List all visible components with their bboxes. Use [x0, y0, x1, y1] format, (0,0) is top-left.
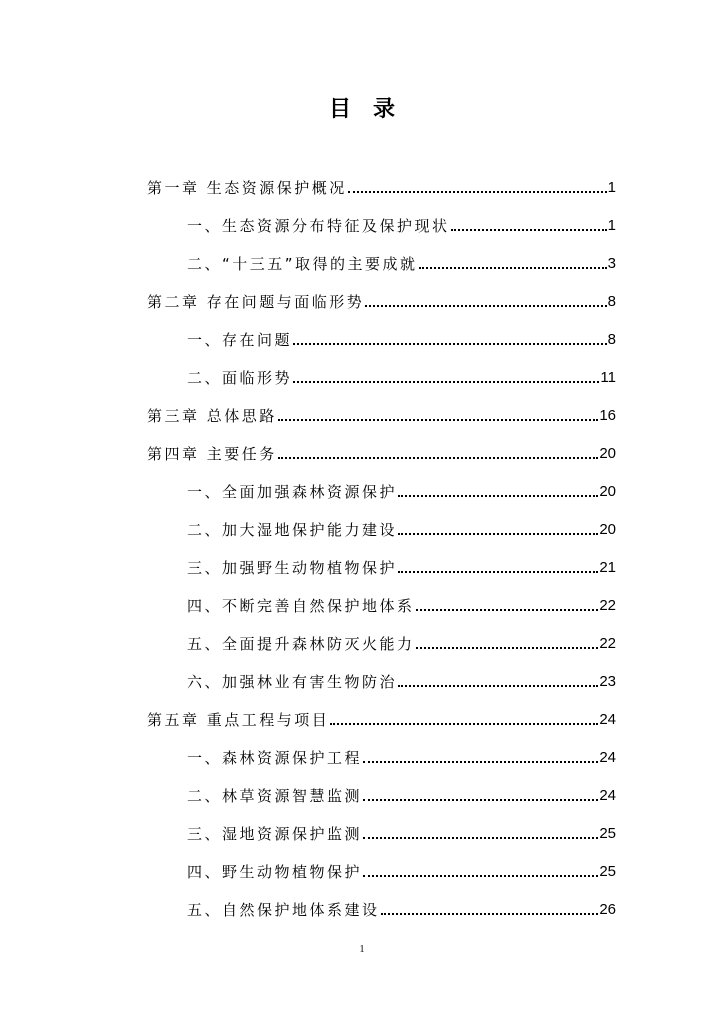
- toc-section-entry[interactable]: [147, 358, 616, 396]
- toc-entry-page-number: 22: [599, 596, 616, 614]
- toc-entry-page-number: 22: [599, 634, 616, 652]
- toc-entry-label: 第三章 总体思路: [147, 406, 277, 425]
- toc-entry-label: 四、不断完善自然保护地体系: [187, 596, 415, 615]
- toc-dot-leader: [330, 723, 598, 725]
- toc-dot-leader: [398, 495, 598, 497]
- toc-entry-page-number: 26: [599, 900, 616, 918]
- toc-dot-leader: [398, 685, 598, 687]
- toc-entry-label: 二、加大湿地保护能力建设: [187, 520, 398, 539]
- toc-entry-label: 三、湿地资源保护监测: [187, 824, 363, 843]
- toc-entry-page-number: 3: [607, 254, 616, 272]
- toc-entry-page-number: 11: [600, 368, 616, 386]
- toc-section-entry[interactable]: [147, 548, 616, 586]
- toc-dot-leader: [398, 533, 598, 535]
- toc-chapter-entry[interactable]: [147, 168, 616, 206]
- toc-dot-leader: [293, 343, 607, 345]
- toc-dot-leader: [348, 191, 607, 193]
- toc-entry-label: 一、全面加强森林资源保护: [187, 482, 398, 501]
- toc-entry-label: 第二章 存在问题与面临形势: [147, 292, 365, 311]
- toc-entry-page-number: 1: [607, 178, 616, 196]
- toc-entry-label: 四、野生动物植物保护: [187, 862, 363, 881]
- toc-section-entry[interactable]: [147, 814, 616, 852]
- toc-title-first: 目: [328, 97, 351, 122]
- toc-dot-leader: [419, 267, 607, 269]
- toc-section-entry[interactable]: [147, 662, 616, 700]
- toc-entry-page-number: 8: [607, 330, 616, 348]
- toc-section-entry[interactable]: [147, 776, 616, 814]
- toc-chapter-entry[interactable]: [147, 396, 616, 434]
- toc-entry-page-number: 24: [599, 786, 616, 804]
- toc-dot-leader: [416, 647, 599, 649]
- toc-section-entry[interactable]: [147, 472, 616, 510]
- toc-entry-page-number: 20: [599, 482, 616, 500]
- toc-dot-leader: [363, 837, 598, 839]
- toc-section-entry[interactable]: [147, 206, 616, 244]
- toc-chapter-entry[interactable]: [147, 700, 616, 738]
- toc-dot-leader: [398, 571, 598, 573]
- toc-entry-page-number: 23: [599, 672, 616, 690]
- toc-dot-leader: [381, 913, 599, 915]
- toc-entry-page-number: 1: [607, 216, 616, 234]
- toc-entry-page-number: 25: [599, 824, 616, 842]
- toc-section-entry[interactable]: [147, 890, 616, 928]
- toc-entry-page-number: 20: [599, 444, 616, 462]
- toc-entry-page-number: 16: [599, 406, 616, 424]
- toc-title: [0, 92, 724, 123]
- toc-dot-leader: [416, 609, 599, 611]
- toc-entry-page-number: 21: [599, 558, 616, 576]
- toc-section-entry[interactable]: [147, 586, 616, 624]
- toc-section-entry[interactable]: [147, 320, 616, 358]
- toc-entry-label: 二、面临形势: [187, 368, 293, 387]
- toc-section-entry[interactable]: [147, 624, 616, 662]
- toc-entry-label: 五、全面提升森林防灭火能力: [187, 634, 415, 653]
- toc-entry-label: 六、加强林业有害生物防治: [187, 672, 398, 691]
- toc-entry-page-number: 20: [599, 520, 616, 538]
- toc-entry-label: 第五章 重点工程与项目: [147, 710, 330, 729]
- toc-list: [147, 168, 616, 928]
- toc-dot-leader: [278, 419, 599, 421]
- toc-section-entry[interactable]: [147, 510, 616, 548]
- toc-entry-label: 第一章 生态资源保护概况: [147, 178, 347, 197]
- toc-entry-label: 二、“十三五”取得的主要成就: [187, 254, 418, 273]
- toc-dot-leader: [363, 761, 598, 763]
- toc-section-entry[interactable]: [147, 244, 616, 282]
- toc-chapter-entry[interactable]: [147, 282, 616, 320]
- toc-entry-page-number: 25: [599, 862, 616, 880]
- toc-dot-leader: [365, 305, 606, 307]
- toc-entry-label: 二、林草资源智慧监测: [187, 786, 363, 805]
- toc-title-second: 录: [373, 97, 396, 122]
- toc-entry-label: 三、加强野生动物植物保护: [187, 558, 398, 577]
- toc-dot-leader: [363, 875, 598, 877]
- toc-entry-page-number: 24: [599, 748, 616, 766]
- toc-dot-leader: [363, 799, 598, 801]
- toc-entry-page-number: 8: [607, 292, 616, 310]
- toc-chapter-entry[interactable]: [147, 434, 616, 472]
- toc-entry-label: 一、生态资源分布特征及保护现状: [187, 216, 450, 235]
- toc-entry-label: 五、自然保护地体系建设: [187, 900, 380, 919]
- toc-dot-leader: [278, 457, 599, 459]
- toc-entry-label: 一、森林资源保护工程: [187, 748, 363, 767]
- toc-section-entry[interactable]: [147, 738, 616, 776]
- toc-entry-label: 第四章 主要任务: [147, 444, 277, 463]
- toc-dot-leader: [451, 229, 607, 231]
- page-number: 1: [359, 944, 365, 955]
- toc-dot-leader: [293, 381, 599, 383]
- toc-entry-page-number: 24: [599, 710, 616, 728]
- toc-entry-label: 一、存在问题: [187, 330, 293, 349]
- toc-section-entry[interactable]: [147, 852, 616, 890]
